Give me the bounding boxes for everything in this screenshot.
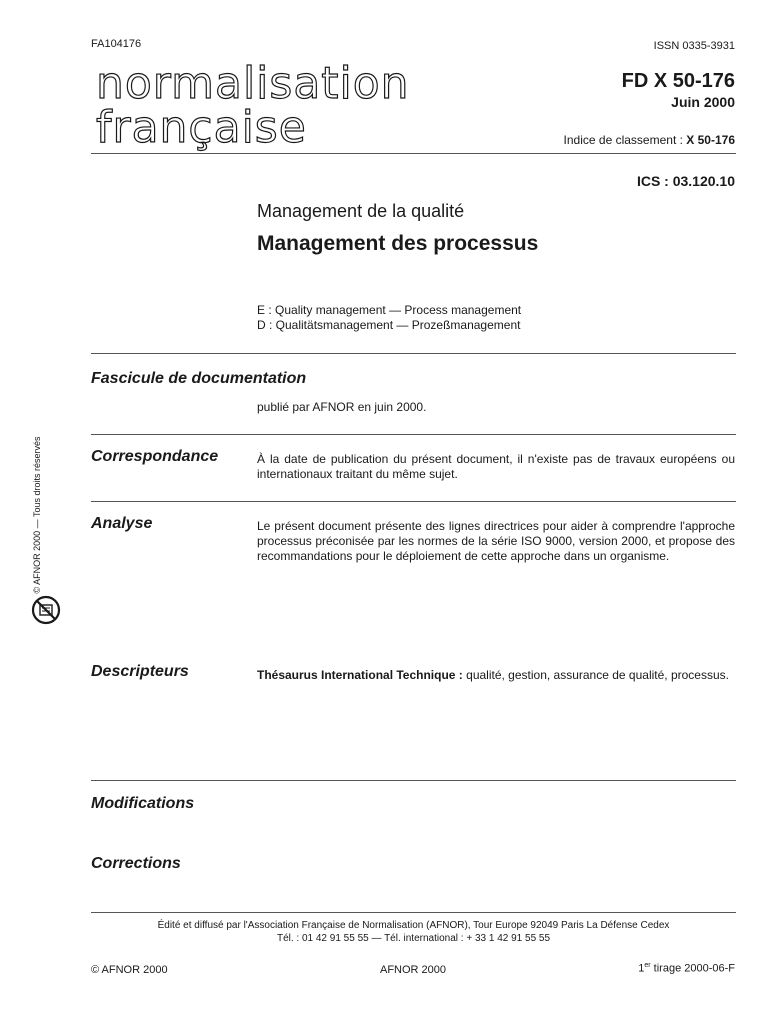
section-corrections-heading: Corrections bbox=[91, 855, 181, 872]
descripteurs-keywords: qualité, gestion, assurance de qualité, processus. bbox=[462, 668, 729, 682]
section-descripteurs-heading: Descripteurs bbox=[91, 663, 189, 680]
footer-divider bbox=[91, 912, 736, 913]
section-modifications-heading: Modifications bbox=[91, 795, 195, 812]
issn: ISSN 0335-3931 bbox=[653, 40, 735, 52]
print-run-text: tirage 2000-06-F bbox=[650, 962, 735, 975]
title-divider bbox=[91, 353, 736, 354]
footer-copyright: © AFNOR 2000 bbox=[91, 964, 168, 976]
classification-label: Indice de classement : bbox=[563, 133, 683, 147]
classification-value: X 50-176 bbox=[686, 133, 735, 147]
print-run-superscript: er bbox=[644, 962, 651, 969]
standard-code: FD X 50-176 bbox=[621, 70, 735, 92]
publication-date: Juin 2000 bbox=[671, 94, 735, 110]
no-photocopy-icon bbox=[30, 594, 62, 626]
section-descripteurs-text bbox=[257, 668, 735, 683]
german-title: D : Qualitätsmanagement — Prozeßmanagement bbox=[257, 318, 521, 332]
section-correspondance-heading: Correspondance bbox=[91, 448, 219, 465]
document-title: Management des processus bbox=[257, 232, 539, 255]
print-run-number: 1 bbox=[638, 962, 645, 975]
ics-code: ICS : 03.120.10 bbox=[636, 173, 735, 189]
divider bbox=[91, 780, 736, 781]
english-title: E : Quality management — Process management bbox=[257, 303, 522, 317]
section-correspondance-text: À la date de publication du présent document, il n'existe pas de travaux européens ou internationaux traitant du même sujet. bbox=[257, 452, 735, 481]
publisher-phone: Tél. : 01 42 91 55 55 — Tél. international : + 33 1 42 91 55 55 bbox=[276, 933, 551, 944]
section-analyse-heading: Analyse bbox=[91, 515, 153, 532]
publisher-info: Édité et diffusé par l'Association Française de Normalisation (AFNOR), Tour Europe 92049 Paris La Défense Cedex bbox=[157, 920, 670, 931]
divider bbox=[91, 434, 736, 435]
vertical-copyright-notice: © AFNOR 2000 — Tous droits réservés bbox=[32, 436, 42, 594]
descripteurs-thesaurus-label: Thésaurus International Technique : bbox=[257, 668, 463, 682]
logo-line-1: normalisation bbox=[96, 58, 410, 109]
section-fascicule-heading: Fascicule de documentation bbox=[91, 370, 307, 387]
header-divider bbox=[91, 153, 736, 154]
document-reference: FA104176 bbox=[91, 38, 142, 50]
print-run bbox=[638, 962, 735, 975]
classification-index bbox=[564, 133, 735, 147]
footer-center: AFNOR 2000 bbox=[380, 964, 447, 976]
section-analyse-text: Le présent document présente des lignes directrices pour aider à comprendre l'approche processus préconisée par les normes de la série ISO 9000, version 2000, et propose des recommandations pour le déploiement de cette approche dans un organisme. bbox=[257, 519, 735, 563]
divider bbox=[91, 501, 736, 502]
logo-line-2: française bbox=[96, 102, 307, 153]
document-subtitle: Management de la qualité bbox=[257, 201, 465, 221]
section-fascicule-text: publié par AFNOR en juin 2000. bbox=[257, 400, 427, 414]
